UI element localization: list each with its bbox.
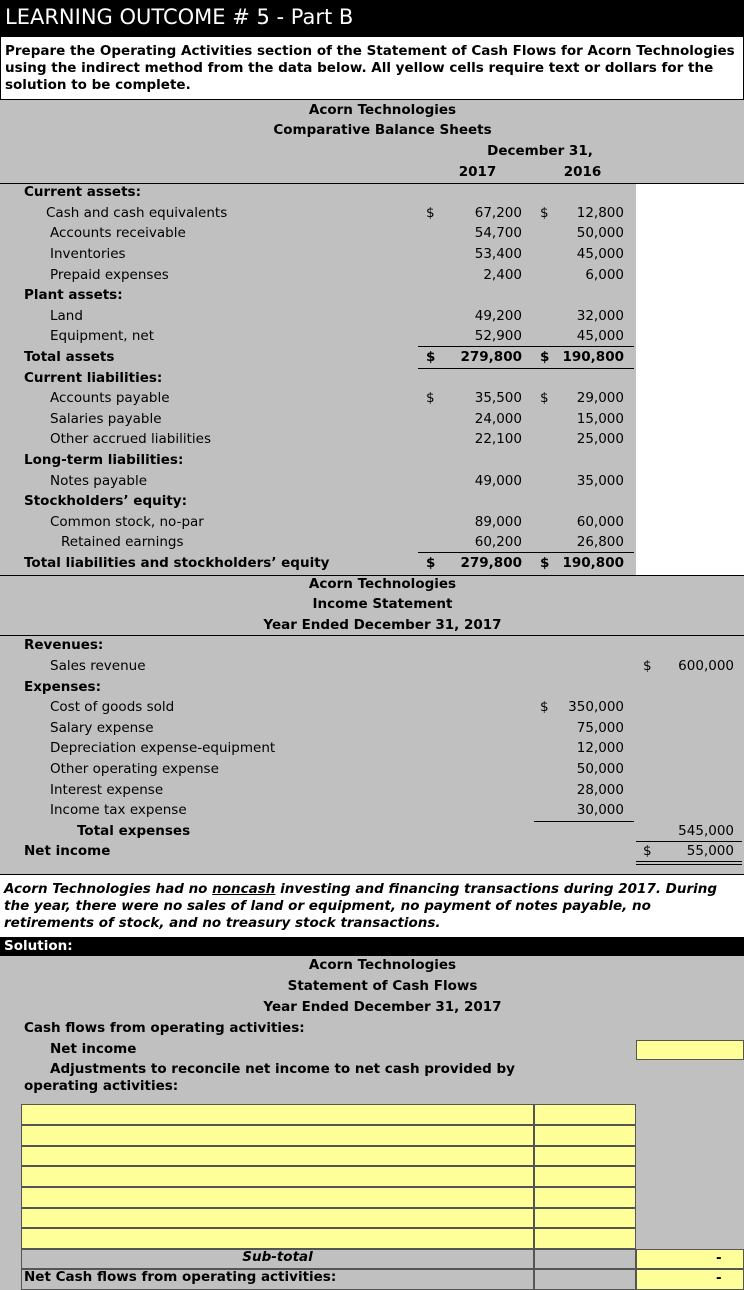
se-label: Stockholders’ equity: bbox=[24, 493, 187, 509]
lt-liab-label: Long-term liabilities: bbox=[24, 452, 184, 468]
cf-period: Year Ended December 31, 2017 bbox=[263, 999, 502, 1015]
dep-label: Depreciation expense-equipment bbox=[50, 740, 276, 756]
ar-2016: 50,000 bbox=[576, 225, 624, 241]
is-period: Year Ended December 31, 2017 bbox=[263, 617, 502, 633]
net-income-label: Net income bbox=[24, 843, 111, 859]
sales-label: Sales revenue bbox=[50, 658, 146, 674]
adjustment-label-input-7[interactable] bbox=[21, 1228, 534, 1249]
adjustment-label-input-2[interactable] bbox=[21, 1125, 534, 1146]
cf-title: Statement of Cash Flows bbox=[287, 978, 478, 994]
subtotal-value: - bbox=[716, 1250, 722, 1266]
note-underlined: noncash bbox=[212, 881, 276, 897]
salary-label: Salary expense bbox=[50, 720, 154, 736]
other-2017: 22,100 bbox=[474, 431, 522, 447]
net-income-value: 55,000 bbox=[686, 843, 734, 859]
subtotal-value-cell[interactable] bbox=[636, 1249, 744, 1269]
page-title: LEARNING OUTCOME # 5 - Part B bbox=[0, 0, 744, 36]
bs-year-2016: 2016 bbox=[563, 164, 602, 180]
inv-label: Inventories bbox=[50, 246, 126, 262]
cs-2017: 89,000 bbox=[474, 514, 522, 530]
current-liab-label: Current liabilities: bbox=[24, 370, 163, 386]
re-2016: 26,800 bbox=[576, 534, 624, 550]
current-assets-label: Current assets: bbox=[24, 184, 141, 200]
adjustment-label-input-6[interactable] bbox=[21, 1208, 534, 1228]
net-cash-empty-cell bbox=[534, 1269, 636, 1290]
sales-value: 600,000 bbox=[678, 658, 734, 674]
equip-2017: 52,900 bbox=[474, 328, 522, 344]
cf-company: Acorn Technologies bbox=[308, 957, 457, 973]
cash-2016: 12,800 bbox=[576, 205, 624, 221]
salary-value: 75,000 bbox=[576, 720, 624, 736]
subtotal-label: Sub-total bbox=[242, 1249, 313, 1265]
cash-dollar: $ bbox=[426, 205, 435, 221]
prepaid-label: Prepaid expenses bbox=[50, 267, 169, 283]
equip-label: Equipment, net bbox=[50, 328, 155, 344]
re-label: Retained earnings bbox=[61, 534, 184, 550]
cs-label: Common stock, no-par bbox=[50, 514, 204, 530]
adjustment-amount-input-6[interactable] bbox=[534, 1208, 636, 1228]
net-income-input[interactable] bbox=[636, 1040, 744, 1060]
adjustment-amount-input-4[interactable] bbox=[534, 1166, 636, 1187]
bs-company: Acorn Technologies bbox=[308, 102, 457, 118]
balance-sheet-side bbox=[636, 184, 744, 575]
plant-assets-label: Plant assets: bbox=[24, 287, 123, 303]
sal-2016: 15,000 bbox=[576, 411, 624, 427]
cogs-label: Cost of goods sold bbox=[50, 699, 175, 715]
total-le-dollar-2016: $ bbox=[540, 555, 550, 571]
re-2017: 60,200 bbox=[474, 534, 522, 550]
ap-dollar: $ bbox=[426, 390, 435, 406]
ops-label: Cash flows from operating activities: bbox=[24, 1020, 305, 1036]
cash-dollar-2016: $ bbox=[540, 205, 549, 221]
adjustment-label-input-3[interactable] bbox=[21, 1146, 534, 1166]
instructions: Prepare the Operating Activities section of the Statement of Cash Flows for Acorn Technologies using the indirect method from the data below. All yellow cells require text or dollars for the solution to be complete. bbox=[0, 36, 744, 100]
opex-value: 50,000 bbox=[576, 761, 624, 777]
notes-label: Notes payable bbox=[50, 473, 148, 489]
adjustment-label-input-4[interactable] bbox=[21, 1166, 534, 1187]
total-le-2016: 190,800 bbox=[562, 555, 624, 571]
prepaid-2016: 6,000 bbox=[585, 267, 624, 283]
total-exp-label: Total expenses bbox=[77, 823, 191, 839]
adjustment-amount-input-1[interactable] bbox=[534, 1104, 636, 1125]
tax-label: Income tax expense bbox=[50, 802, 187, 818]
adjustment-amount-input-2[interactable] bbox=[534, 1125, 636, 1146]
ap-label: Accounts payable bbox=[50, 390, 170, 406]
total-assets-label: Total assets bbox=[24, 349, 115, 365]
net-cash-value-cell[interactable] bbox=[636, 1269, 744, 1290]
net-cash-label: Net Cash flows from operating activities: bbox=[24, 1269, 337, 1285]
revenues-label: Revenues: bbox=[24, 637, 104, 653]
tax-value: 30,000 bbox=[576, 802, 624, 818]
inv-2017: 53,400 bbox=[474, 246, 522, 262]
total-assets-dollar: $ bbox=[426, 349, 436, 365]
ap-2016: 29,000 bbox=[576, 390, 624, 406]
sal-label: Salaries payable bbox=[50, 411, 162, 427]
subtotal-empty-cell bbox=[534, 1249, 636, 1269]
bs-date-header: December 31, bbox=[487, 143, 593, 159]
total-assets-2017: 279,800 bbox=[460, 349, 522, 365]
prepaid-2017: 2,400 bbox=[483, 267, 522, 283]
is-title: Income Statement bbox=[312, 596, 453, 612]
interest-value: 28,000 bbox=[576, 782, 624, 798]
ap-2017: 35,500 bbox=[474, 390, 522, 406]
inv-2016: 45,000 bbox=[576, 246, 624, 262]
land-2017: 49,200 bbox=[474, 308, 522, 324]
land-2016: 32,000 bbox=[576, 308, 624, 324]
total-le-2017: 279,800 bbox=[460, 555, 522, 571]
cogs-dollar: $ bbox=[540, 699, 549, 715]
opex-label: Other operating expense bbox=[50, 761, 219, 777]
cash-2017: 67,200 bbox=[474, 205, 522, 221]
bs-year-2017: 2017 bbox=[458, 164, 497, 180]
total-exp-value: 545,000 bbox=[678, 823, 734, 839]
net-income-dollar: $ bbox=[643, 843, 652, 859]
adjust-line2: operating activities: bbox=[24, 1078, 179, 1094]
note-text: Acorn Technologies had no noncash investing and financing transactions during 2017. During the year, there were no sales of land or equipment, no payment of notes payable, no retirements of stock, and no treasury stock transactions. bbox=[0, 874, 744, 937]
solution-label: Solution: bbox=[0, 937, 744, 956]
expenses-label: Expenses: bbox=[24, 679, 101, 695]
total-le-dollar: $ bbox=[426, 555, 436, 571]
sal-2017: 24,000 bbox=[474, 411, 522, 427]
equip-2016: 45,000 bbox=[576, 328, 624, 344]
sales-dollar: $ bbox=[643, 658, 652, 674]
bs-title: Comparative Balance Sheets bbox=[273, 122, 492, 138]
total-le-label: Total liabilities and stockholders’ equity bbox=[24, 555, 330, 571]
notes-2017: 49,000 bbox=[474, 473, 522, 489]
ar-2017: 54,700 bbox=[474, 225, 522, 241]
is-company: Acorn Technologies bbox=[308, 576, 457, 592]
net-cash-value: - bbox=[716, 1270, 722, 1286]
adjust-line1: Adjustments to reconcile net income to net cash provided by bbox=[50, 1061, 515, 1077]
notes-2016: 35,000 bbox=[576, 473, 624, 489]
adjustment-amount-input-3[interactable] bbox=[534, 1146, 636, 1166]
cash-label: Cash and cash equivalents bbox=[46, 205, 228, 221]
adjustment-label-input-5[interactable] bbox=[21, 1187, 534, 1208]
cs-2016: 60,000 bbox=[576, 514, 624, 530]
interest-label: Interest expense bbox=[50, 782, 164, 798]
other-label: Other accrued liabilities bbox=[50, 431, 211, 447]
cogs-value: 350,000 bbox=[568, 699, 624, 715]
cf-net-income-label: Net income bbox=[50, 1041, 137, 1057]
ap-dollar-2016: $ bbox=[540, 390, 549, 406]
other-2016: 25,000 bbox=[576, 431, 624, 447]
total-assets-dollar-2016: $ bbox=[540, 349, 550, 365]
dep-value: 12,000 bbox=[576, 740, 624, 756]
adjustment-label-input-1[interactable] bbox=[21, 1104, 534, 1125]
adjustment-amount-input-5[interactable] bbox=[534, 1187, 636, 1208]
adjustment-amount-input-7[interactable] bbox=[534, 1228, 636, 1249]
ar-label: Accounts receivable bbox=[50, 225, 186, 241]
land-label: Land bbox=[50, 308, 83, 324]
total-assets-2016: 190,800 bbox=[562, 349, 624, 365]
